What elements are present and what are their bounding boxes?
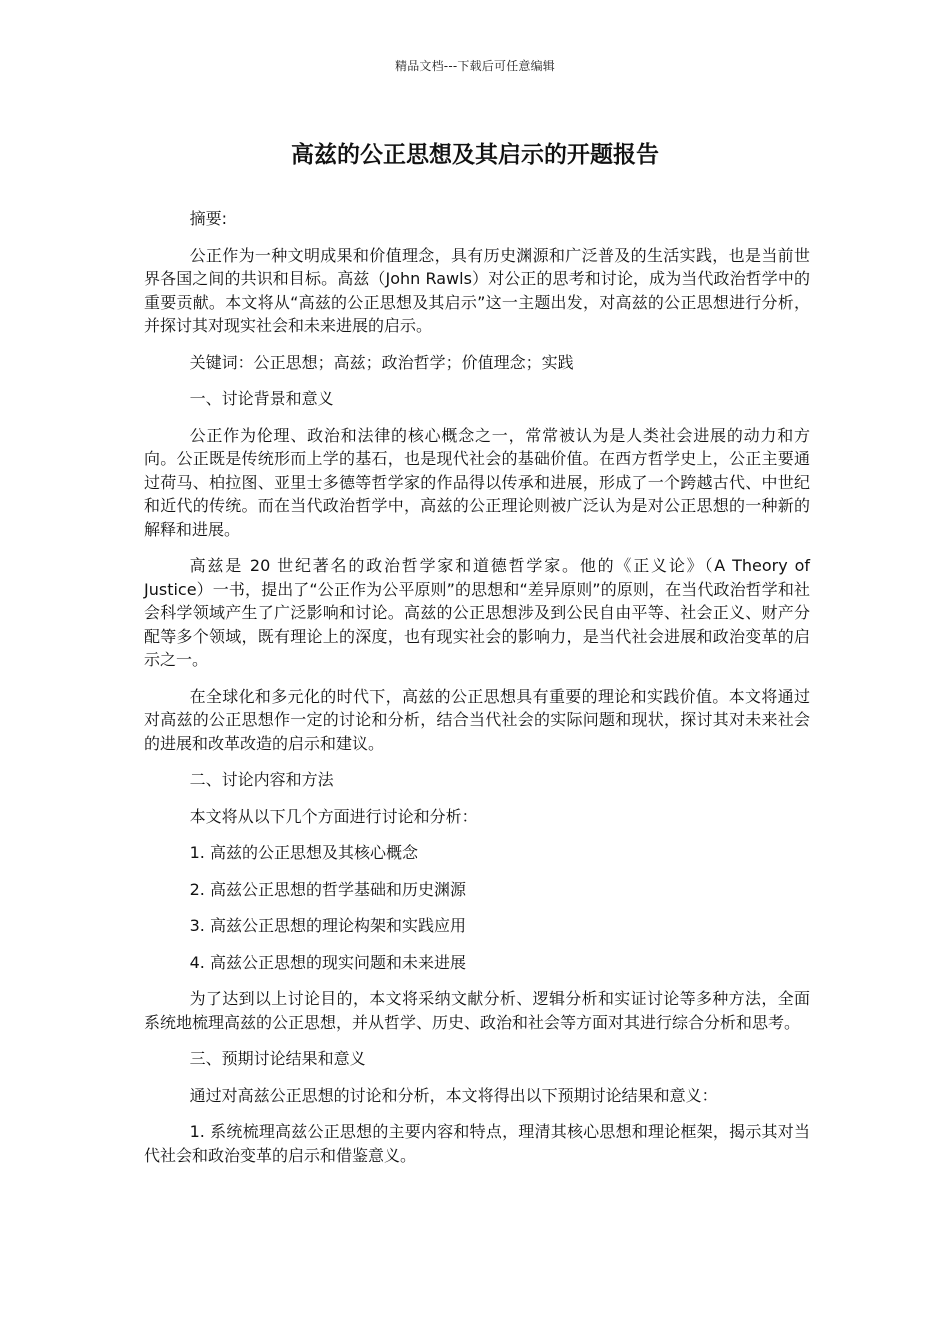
list-item: 1. 系统梳理高兹公正思想的主要内容和特点，理清其核心思想和理论框架，揭示其对当代社会和政治变革的启示和借鉴意义。 [144, 1122, 810, 1165]
keywords: 关键词：公正思想；高兹；政治哲学；价值理念；实践 [189, 352, 574, 372]
document-title: 高兹的公正思想及其启示的开题报告 [291, 142, 659, 168]
list-item: 2. 高兹公正思想的哲学基础和历史渊源 [189, 879, 466, 899]
header-note: 精品文档---下载后可任意编辑 [395, 59, 555, 73]
body-paragraph: 通过对高兹公正思想的讨论和分析，本文将得出以下预期讨论结果和意义： [189, 1085, 718, 1105]
body-paragraph: 在全球化和多元化的时代下，高兹的公正思想具有重要的理论和实践价值。本文将通过对高兹的公正思想作一定的讨论和分析，结合当代社会的实际问题和现状，探讨其对未来社会的进展和改革改造的启示和建议。 [144, 686, 810, 753]
body-paragraph: 为了达到以上讨论目的，本文将采纳文献分析、逻辑分析和实证讨论等多种方法，全面系统地梳理高兹的公正思想，并从哲学、历史、政治和社会等方面对其进行综合分析和思考。 [144, 989, 810, 1032]
abstract-label: 摘要: [189, 209, 227, 228]
document-body [144, 207, 810, 1180]
list-item: 4. 高兹公正思想的现实问题和未来进展 [189, 952, 466, 972]
section-heading-2: 二、讨论内容和方法 [189, 770, 334, 789]
body-paragraph: 本文将从以下几个方面进行讨论和分析： [189, 806, 478, 826]
section-heading-1: 一、讨论背景和意义 [189, 389, 334, 408]
section-heading-3: 三、预期讨论结果和意义 [189, 1049, 366, 1068]
abstract-paragraph: 公正作为一种文明成果和价值理念，具有历史渊源和广泛普及的生活实践，也是当前世界各国之间的共识和目标。高兹（John Rawls）对公正的思考和讨论，成为当代政治哲学中的重要贡献。本文将从“高兹的公正思想及其启示”这一主题出发，对高兹的公正思想进行分析，并探讨其对现实社会和未来进展的启示。 [144, 245, 810, 335]
list-item: 1. 高兹的公正思想及其核心概念 [189, 843, 418, 862]
body-paragraph: 公正作为伦理、政治和法律的核心概念之一，常常被认为是人类社会进展的动力和方向。公正既是传统形而上学的基石，也是现代社会的基础价值。在西方哲学史上，公正主要通过荷马、柏拉图、亚里士多德等哲学家的作品得以传承和进展，形成了一个跨越古代、中世纪和近代的传统。而在当代政治哲学中，高兹的公正理论则被广泛认为是对公正思想的一种新的解释和进展。 [144, 425, 810, 539]
body-paragraph: 高兹是 20 世纪著名的政治哲学家和道德哲学家。他的《正义论》（A Theory of Justice）一书，提出了“公正作为公平原则”的思想和“差异原则”的原则，在当代政治哲学和社会科学领域产生了广泛影响和讨论。高兹的公正思想涉及到公民自由平等、社会正义、财产分配等多个领域，既有理论上的深度，也有现实社会的影响力，是当代社会进展和政治变革的启示之一。 [144, 556, 810, 669]
list-item: 3. 高兹公正思想的理论构架和实践应用 [189, 916, 466, 935]
